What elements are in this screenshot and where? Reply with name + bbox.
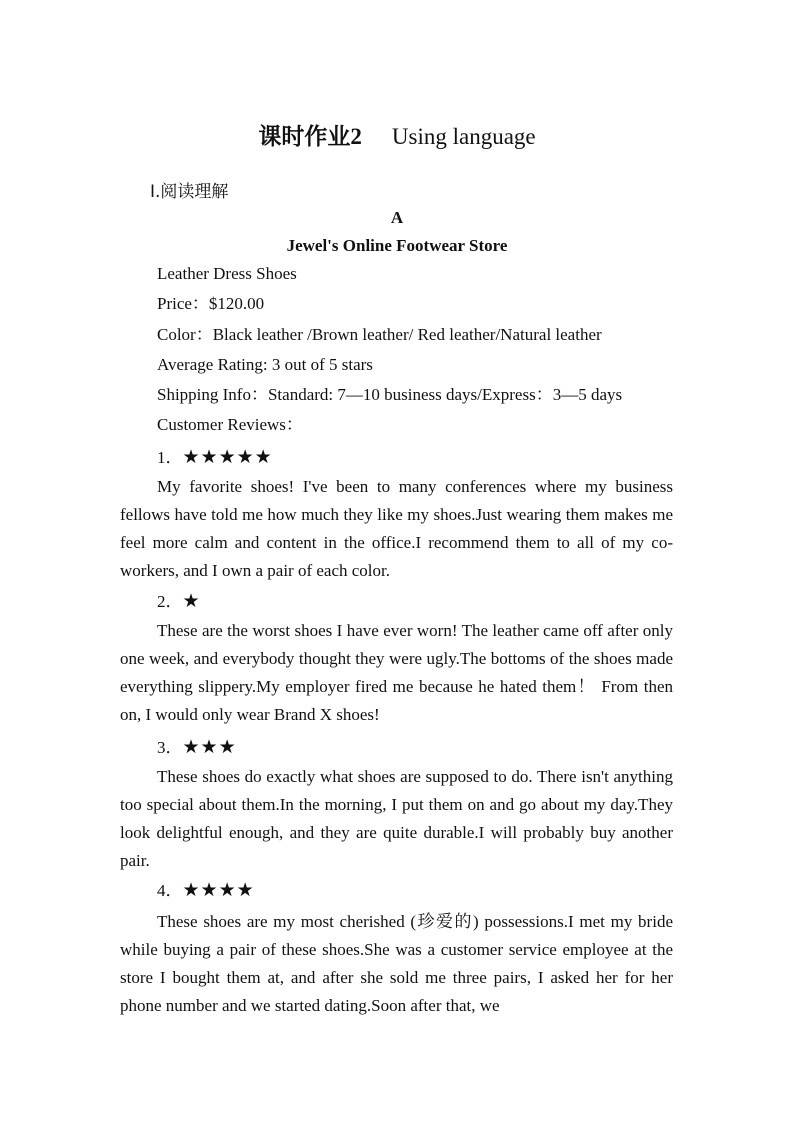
price-line: Price：$120.00	[157, 294, 265, 313]
review-number: 3．	[157, 738, 183, 757]
review-number: 2．	[157, 592, 183, 611]
star-rating-icon: ★★★★	[182, 879, 255, 901]
shipping-line: Shipping Info：Standard: 7—10 business days/Express：3—5 days	[157, 385, 623, 404]
star-rating-icon: ★★★	[182, 736, 237, 758]
store-name: Jewel's Online Footwear Store	[286, 236, 508, 255]
star-rating-icon: ★	[182, 590, 201, 612]
review-text: These are the worst shoes I have ever worn! The leather came off after only one week, and everybody thought they were ugly.The bottoms of the shoes made everything slippery.My employer fired me because he hated them！ From then on, I would only wear Brand X shoes!	[120, 621, 673, 724]
review-heading	[157, 445, 273, 470]
title-chinese: 课时作业2	[258, 124, 362, 149]
review-text: These shoes are my most cherished (珍爱的) possessions.I met my bride while buying a pair of these shoes.She was a customer service employee at the store I bought them at, and after she sold me three pairs, I asked her for her phone number and we started dating.Soon after that, we	[120, 912, 673, 1015]
passage-label: A	[390, 208, 404, 227]
rating-line: Average Rating: 3 out of 5 stars	[157, 355, 373, 374]
reviews-heading: Customer Reviews：	[157, 415, 303, 434]
color-line: Color：Black leather /Brown leather/ Red leather/Natural leather	[157, 325, 602, 344]
title-english: Using language	[391, 124, 536, 149]
page-title	[0, 122, 794, 152]
review-heading	[157, 735, 237, 760]
review-heading	[157, 589, 201, 614]
star-rating-icon: ★★★★★	[182, 446, 273, 468]
review-number: 4．	[157, 881, 183, 900]
review-heading	[157, 878, 255, 903]
product-name: Leather Dress Shoes	[157, 264, 297, 283]
section-heading: Ⅰ.阅读理解	[150, 182, 229, 202]
review-text: These shoes do exactly what shoes are supposed to do. There isn't anything too special about them.In the morning, I put them on and go about my day.They look delightful enough, and they are quite durable.I will probably buy another pair.	[120, 767, 673, 870]
review-text: My favorite shoes! I've been to many conferences where my business fellows have told me how much they like my shoes.Just wearing them makes me feel more calm and content in the office.I recommend them to all of my co-workers, and I own a pair of each color.	[120, 477, 673, 580]
review-number: 1．	[157, 448, 183, 467]
